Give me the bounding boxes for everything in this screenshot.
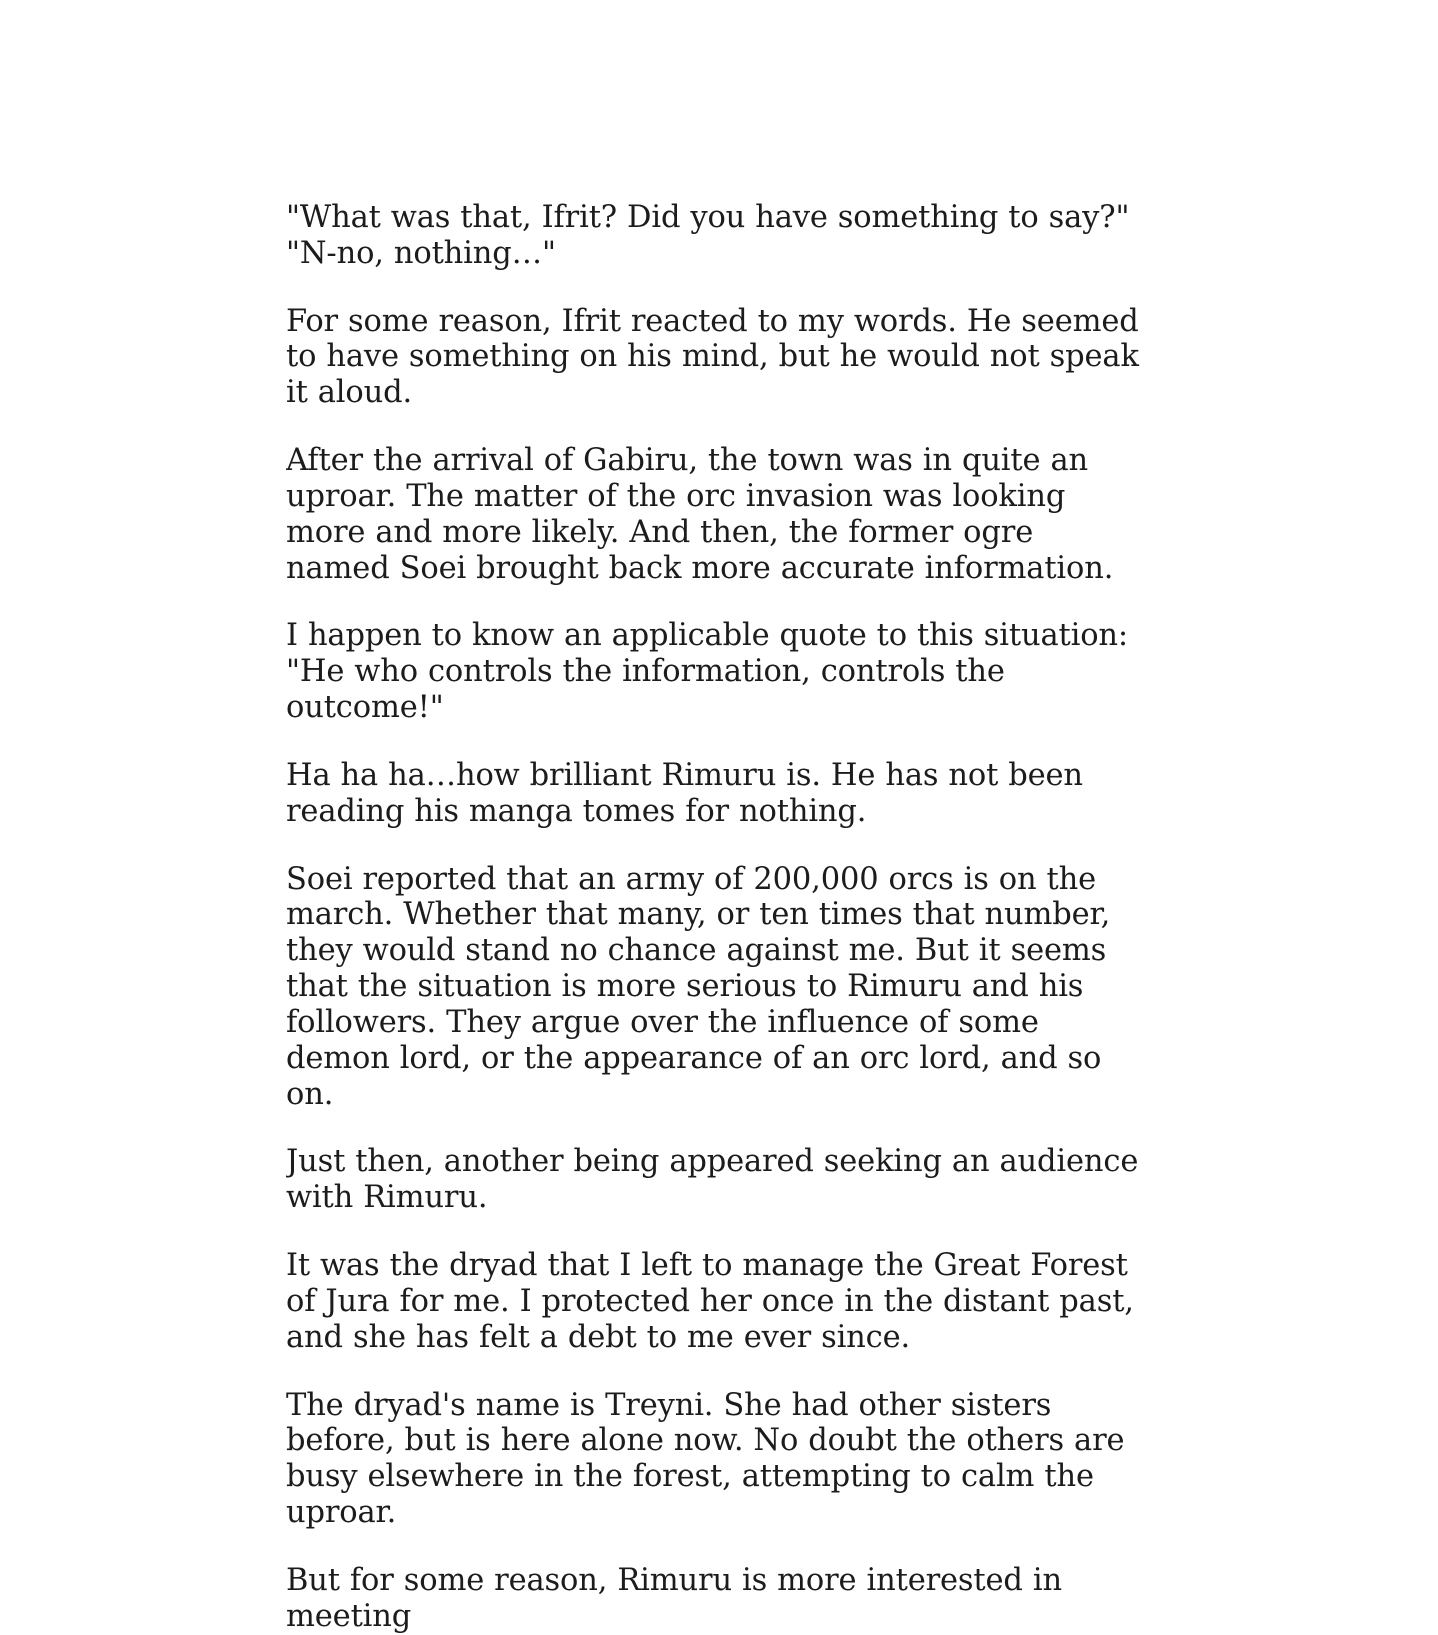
paragraph-para-orc-army: Soei reported that an army of 200,000 orcs is on the march. Whether that many, or ten times that number, they would stand no chance against me. But it seems that the situation is more serious to Rimuru and his followers. They argue over the influence of some demon lord, or the appearance of an orc lord, and so on.	[286, 861, 1111, 1112]
paragraph-para-dryad: It was the dryad that I left to manage the Great Forest of Jura for me. I protected her once in the distant past, and she has felt a debt to me ever since.	[286, 1248, 1134, 1355]
paragraph-line-dialogue-2: "N-no, nothing…"	[286, 235, 556, 271]
paragraph-para-treyni: The dryad's name is Treyni. She had other sisters before, but is here alone now. No doubt the others are busy elsewhere in the forest, attempting to calm the uproar.	[286, 1387, 1125, 1531]
paragraph-para-gabiru-arrival: After the arrival of Gabiru, the town was in quite an uproar. The matter of the orc invasion was looking more and more likely. And then, the former ogre named Soei brought back more accurate information.	[286, 443, 1114, 586]
paragraph-para-ifrit-reaction: For some reason, Ifrit reacted to my words. He seemed to have something on his mind, but he would not speak it aloud.	[286, 303, 1139, 411]
paragraph-line-dialogue-1: "What was that, Ifrit? Did you have something to say?"	[286, 200, 1130, 235]
paragraph-para-quote: I happen to know an applicable quote to this situation: "He who controls the information, controls the outcome!"	[286, 618, 1129, 726]
paragraph-para-cut-off: But for some reason, Rimuru is more interested in meeting	[286, 1562, 1062, 1634]
paragraph-para-rimuru-brilliant: Ha ha ha…how brilliant Rimuru is. He has not been reading his manga tomes for nothing.	[286, 757, 1083, 829]
paragraph-para-audience: Just then, another being appeared seeking an audience with Rimuru.	[286, 1144, 1139, 1216]
document-body	[286, 200, 1146, 1635]
